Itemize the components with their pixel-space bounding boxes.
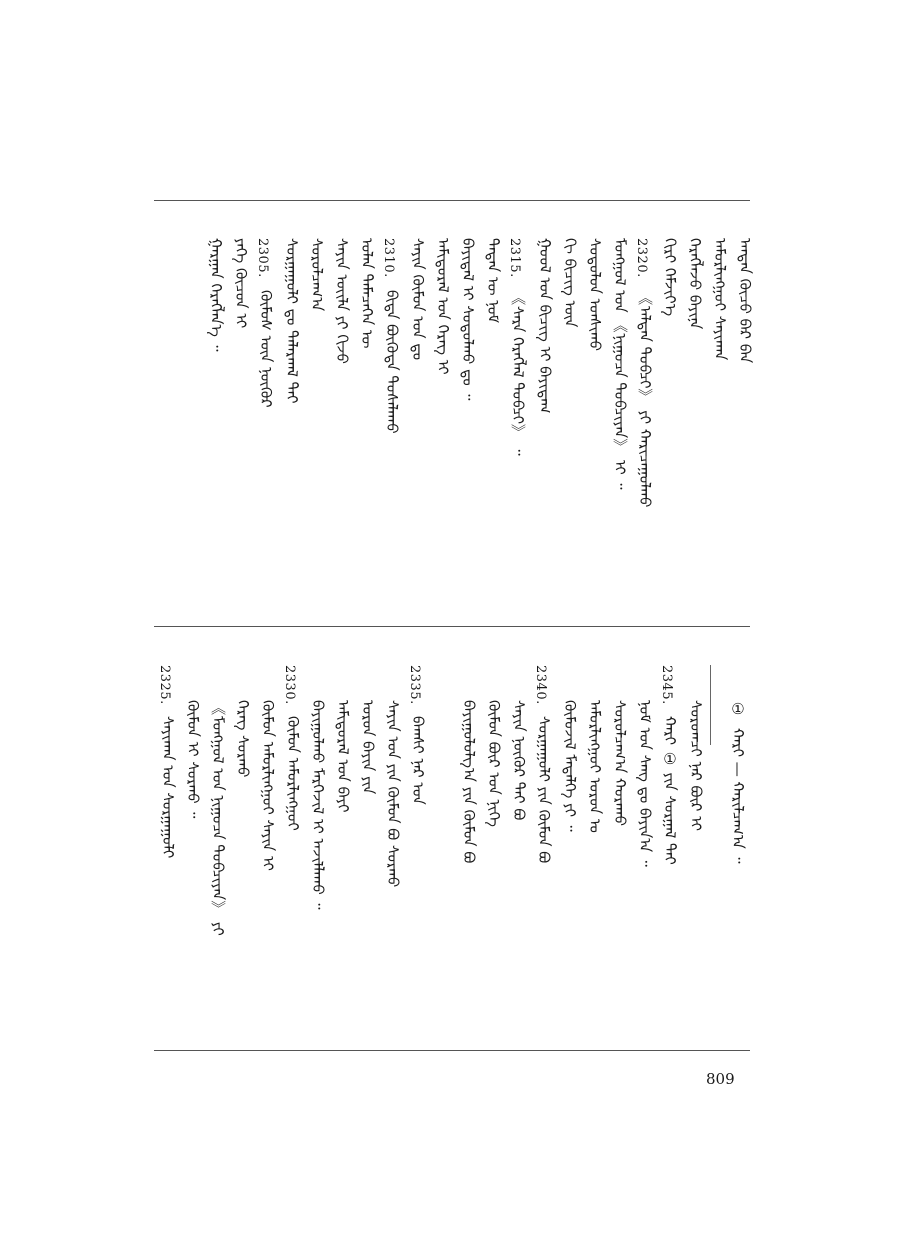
line-number: 2320. bbox=[634, 238, 649, 278]
text-column: ᠬᠦᠮᠦᠰ ᠦᠨ ᠨᠥᠬᠦᠷ bbox=[257, 290, 275, 408]
text-column: ᠣᠯᠠᠨ ᠲᠡᠮᠡᠴᠡᠭᠡᠨ ᠦ bbox=[358, 238, 376, 349]
text-column: ᠪᠠᠶᠢᠭᠤᠯᠤᠯᠭ᠎ᠠ ᠶᠢᠨ ᠬᠦᠮᠦᠨ ᠪᠣ bbox=[460, 700, 478, 864]
text-column: ᠰᠠᠶᠢᠬᠠᠨ ᠤᠨ ᠰᠤᠷᠭᠠᠭᠤᠯᠢ bbox=[159, 716, 177, 859]
text-column: ᠬᠠᠷᠢ ① ᠶᠢᠨ ᠰᠤᠷᠭᠠᠯ ᠲᠠᠢ bbox=[661, 716, 679, 865]
text-column: ᠰᠤᠷᠭᠠᠭᠤᠯᠢ ᠳᠤ ᠲᠠᠯᠠᠷᠬᠠᠯ ᠲᠠᠢ bbox=[283, 238, 301, 404]
footnote-text: ᠬᠠᠷᠢ — ᠬᠠᠷᠢᠯᠴᠠᠭ᠎ᠠ ᠃ bbox=[729, 728, 747, 864]
line-number: 2305. bbox=[255, 238, 270, 278]
text-column: ᠮᠣᠩᠭᠣᠯ ᠤᠨ 《ᠨᠢᠭᠤᠴᠠ ᠲᠣᠪᠴᠢᠶᠠᠨ》 ᠢ ᠃ bbox=[611, 238, 629, 490]
text-column: ᠬᠡᠷᠡᠭᠯᠡᠵᠦ ᠪᠠᠶᠢᠨᠠ bbox=[686, 238, 704, 330]
text-column: ᠶᠡᠬᠡ ᠬᠦᠴᠦᠨ ᠢ bbox=[232, 238, 250, 329]
middle-rule bbox=[154, 626, 750, 627]
text-column: ᠰᠠᠶᠢᠨ ᠬᠦᠮᠦᠨ ᠤᠨ ᠳᠤ bbox=[409, 238, 427, 361]
text-column: 《ᠠᠯᠲᠠᠨ ᠲᠣᠪᠴᠢ》 ᠶᠢ ᠬᠠᠷᠢᠴᠠᠭᠤᠯᠬᠤ bbox=[636, 290, 654, 508]
text-column: ᠪᠠᠶᠢᠳᠠᠯ ᠢ ᠰᠤᠳᠤᠯᠬᠤ ᠳᠤ ᠃ bbox=[459, 238, 477, 401]
text-column: ᠭᠣᠣᠯ ᠤᠨ ᠪᠢᠴᠢᠭ ᠢ ᠪᠠᠶᠢᠳᠠᠭ bbox=[536, 238, 554, 414]
bottom-rule bbox=[154, 1050, 750, 1051]
text-column: ᠪᠠᠶᠢᠭᠤᠯᠬᠤ ᠮᠡᠷᠭᠡᠵᠢᠯ ᠢ ᠠᠵᠢᠯᠯᠠᠬᠤ ᠃ bbox=[309, 700, 327, 910]
line-number: 2340. bbox=[533, 665, 548, 705]
line-number: 2325. bbox=[157, 665, 172, 705]
text-column: ᠠᠮᠤᠷᠯᠢᠩᠭᠤᠢ ᠣᠷᠣᠨ ᠤ bbox=[586, 700, 604, 833]
text-column: ᠬᠦᠮᠦᠨ ᠠᠮᠤᠷᠯᠢᠩᠭᠤᠢ bbox=[284, 716, 302, 831]
text-column: ᠰᠤᠷᠭᠠᠭᠤᠯᠢ ᠶᠢᠨ ᠬᠦᠮᠦᠨ ᠪᠤ bbox=[535, 716, 553, 864]
text-column: 《ᠰᠠᠷᠠ ᠬᠡᠷᠡᠭᠯᠡᠯ ᠲᠣᠪᠴᠢ》 ᠃ bbox=[509, 290, 527, 456]
line-number: 2335. bbox=[407, 665, 422, 705]
line-number: 2315. bbox=[507, 238, 522, 278]
text-column: ᠰᠤᠷᠤᠭᠴᠢ ᠨᠠᠷ ᠪᠦᠷ ᠢ bbox=[687, 700, 705, 832]
line-number: 2330. bbox=[282, 665, 297, 705]
text-column: ᠨᠣᠮ ᠤᠨ ᠰᠠᠩ ᠳᠤ ᠪᠠᠶᠢᠨ᠎ᠠ ᠃ bbox=[636, 700, 654, 867]
text-column: ᠬᠢᠷᠢ ᠬᠡᠮᠵᠢᠶ᠎ᠡ bbox=[661, 238, 679, 317]
text-column: ᠰᠤᠷᠤᠯᠴᠠᠭ᠎ᠠ bbox=[308, 238, 326, 312]
line-number: 2345. bbox=[659, 665, 674, 705]
text-column: ᠰᠤᠷᠤᠯᠴᠠᠭ᠎ᠠ ᠬᠤᠷᠠᠬᠤ bbox=[611, 700, 629, 827]
text-column: ᠰᠠᠶᠢᠨ ᠨᠥᠬᠦᠷ ᠲᠠᠢ ᠪᠣ bbox=[510, 700, 528, 821]
line-number: 2310. bbox=[381, 238, 396, 278]
text-column: ᠠᠨᠳᠠᠨ ᠬᠦᠴᠦ ᠪᠡᠷ ᠪᠡᠨ bbox=[736, 238, 754, 364]
text-column: ᠬᠦᠮᠦᠨ ᠪᠦᠷ ᠤᠨ ᠨᠢᠭᠡ bbox=[485, 700, 503, 827]
text-column: ᠪᠠᠭᠰᠢ ᠨᠠᠷ ᠤᠨ bbox=[409, 716, 427, 805]
text-column: ᠪᠢᠳᠡ ᠪᠦᠭᠦᠳᠡ ᠲᠤᠰᠠᠯᠠᠬᠤ bbox=[383, 290, 401, 434]
text-column: ᠰᠠᠶᠢᠨ ᠦᠢᠯᠡ ᠶᠢ ᠬᠢᠵᠦ bbox=[333, 238, 351, 364]
page-number: 809 bbox=[706, 1070, 735, 1088]
footnote-rule bbox=[710, 665, 711, 745]
text-column: ᠣᠷᠣᠨ ᠪᠠᠶᠢᠨ ᠶᠢᠨ bbox=[359, 700, 377, 795]
text-column: ᠬᠢ ᠪᠢᠴᠢᠭ ᠦᠨ bbox=[561, 238, 579, 328]
text-column: ᠬᠦᠮᠦᠨ ᠢ ᠰᠤᠷᠬᠤ ᠃ bbox=[184, 700, 202, 819]
text-column: ᠰᠠᠶᠢᠨ ᠤᠨ ᠶᠢᠨ ᠬᠦᠮᠦᠨ ᠪᠣ ᠰᠤᠷᠬᠤ bbox=[384, 700, 402, 888]
text-column: 《ᠮᠣᠩᠭᠣᠯ ᠤᠨ ᠨᠢᠭᠤᠴᠠ ᠲᠣᠪᠴᠢᠶᠠᠨ》 ᠶᠢ bbox=[209, 700, 227, 936]
top-rule bbox=[154, 200, 750, 201]
text-column: ᠲᠡᠳᠡᠨ ᠦ ᠨᠣᠮ bbox=[484, 238, 502, 324]
text-column: ᠬᠦᠮᠦᠨ ᠠᠮᠤᠷᠯᠢᠩᠭᠤᠢ ᠰᠠᠶᠢᠨ ᠢ bbox=[259, 700, 277, 871]
text-column: ᠠᠮᠢᠳᠤᠷᠠᠯ ᠤᠨ ᠪᠠᠶᠢ bbox=[334, 700, 352, 813]
text-column: ᠠᠮᠤᠷᠯᠢᠩᠭᠤᠢ ᠰᠠᠶᠢᠬᠠᠨ bbox=[711, 238, 729, 361]
text-column: ᠬᠡᠷᠡᠭ ᠰᠤᠷᠬᠤ bbox=[234, 700, 252, 778]
text-column: ᠠᠮᠢᠳᠤᠷᠠᠯ ᠤᠨ ᠬᠡᠷᠡᠭ ᠢ bbox=[434, 238, 452, 375]
text-column: ᠰᠤᠳᠤᠯᠤᠨ ᠤᠨᠰᠢᠬᠤ bbox=[586, 238, 604, 352]
text-column: ᠬᠦᠮᠦᠵᠢᠯ ᠮᠡᠳᠡᠯᠭᠡ ᠶᠢ ᠃ bbox=[561, 700, 579, 832]
text-column: ᠭᠠᠷᠭᠠᠨ ᠬᠡᠷᠡᠭᠯᠡᠨ᠎ᠡ ᠃ bbox=[207, 238, 225, 352]
footnote-mark: ① bbox=[729, 700, 747, 719]
